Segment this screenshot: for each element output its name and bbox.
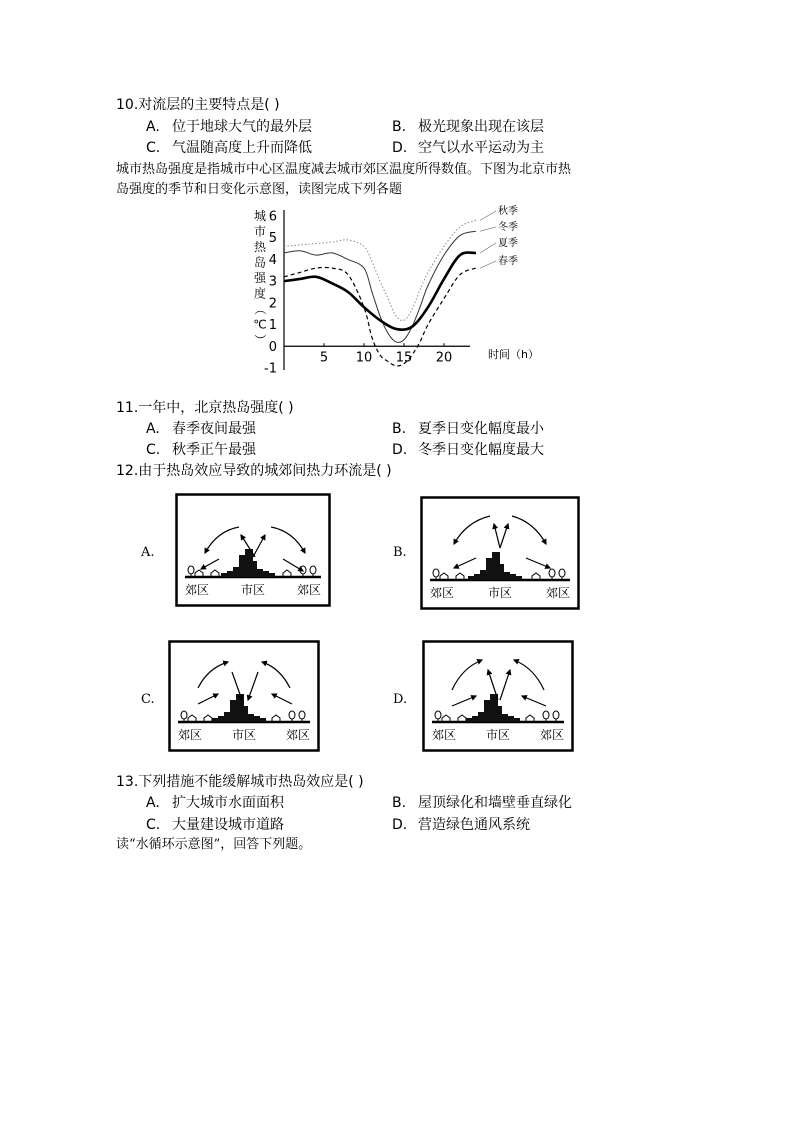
legend-leader (480, 243, 496, 253)
city-building (508, 716, 514, 722)
y-axis-label-char: ℃ (253, 317, 267, 332)
q10-stem: 10.对流层的主要特点是( ) (116, 97, 280, 113)
q11-option-c: C. 秋季正午最强 (146, 442, 256, 458)
city-building (484, 700, 490, 722)
label-suburb-left: 郊区 (177, 728, 203, 742)
city-building (236, 694, 244, 722)
label-suburb-left: 郊区 (184, 583, 210, 597)
city-building (248, 714, 254, 722)
city-building (468, 576, 474, 580)
label-city-center: 市区 (485, 728, 511, 742)
x-tick-label: 20 (435, 350, 453, 366)
city-building (478, 712, 484, 722)
q12-panel-d-letter: D. (393, 692, 408, 707)
city-building (218, 716, 224, 722)
legend-leader (480, 261, 496, 268)
q11-stem: 11.一年中，北京热岛强度( ) (116, 400, 294, 416)
y-axis-label-char: 城 (253, 209, 267, 223)
q10-option-b: B. 极光现象出现在该层 (392, 119, 544, 135)
y-axis-label-char: 热 (253, 240, 267, 254)
city-building (466, 718, 472, 722)
legend-leader (480, 227, 496, 231)
city-building (245, 549, 253, 577)
intro-line-2: 岛强度的季节和日变化示意图，读图完成下列各题 (116, 182, 403, 197)
q12-panel-c (168, 640, 320, 752)
city-building (260, 718, 266, 722)
y-tick-label: 1 (268, 318, 277, 334)
city-building (504, 572, 510, 580)
city-building (254, 716, 260, 722)
x-axis-label: 时间（h） (488, 348, 539, 361)
x-tick-label: 15 (395, 350, 413, 366)
y-axis-label-char: 市 (253, 224, 267, 239)
y-tick-label: 0 (268, 339, 277, 355)
q12-panel-b-letter: B. (393, 545, 407, 560)
city-building (510, 574, 516, 580)
intro2-line: 读“水循环示意图”，回答下列题。 (116, 837, 312, 852)
city-building (212, 718, 218, 722)
label-suburb-right: 郊区 (285, 728, 311, 742)
intro-line-1: 城市热岛强度是指城市中心区温度减去城市郊区温度所得数值。下图为北京市热 (116, 162, 572, 177)
y-axis-label-char: ） (253, 333, 267, 347)
label-suburb-right: 郊区 (296, 583, 322, 597)
label-city-center: 市区 (231, 728, 257, 742)
legend-秋季: 秋季 (498, 206, 518, 217)
heat-island-chart (240, 200, 560, 380)
q10-option-d: D. 空气以水平运动为主 (392, 140, 544, 156)
q13-option-b: B. 屋顶绿化和墙壁垂直绿化 (392, 795, 572, 811)
y-tick-label: 4 (268, 252, 277, 268)
city-building (224, 712, 230, 722)
y-axis-label-char: 强 (253, 271, 267, 285)
city-building (514, 718, 520, 722)
city-building (474, 574, 480, 580)
q13-option-c: C. 大量建设城市道路 (146, 817, 284, 833)
y-axis-label-char: 度 (253, 286, 267, 301)
y-tick-label: 2 (268, 296, 277, 312)
q13-option-a: A. 扩大城市水面面积 (146, 795, 284, 811)
city-building (472, 716, 478, 722)
x-tick-label: 10 (355, 350, 373, 366)
y-tick-label: 5 (268, 231, 277, 247)
q12-panel-a (175, 493, 331, 607)
q12-panel-d (422, 640, 574, 752)
series-line-夏季 (284, 253, 476, 330)
q10-option-c: C. 气温随高度上升而降低 (146, 140, 312, 156)
y-axis-label-char: （ (253, 302, 267, 316)
legend-leader (480, 211, 496, 220)
q13-stem: 13.下列措施不能缓解城市热岛效应是( ) (116, 774, 364, 790)
legend-冬季: 冬季 (498, 222, 518, 233)
q13-option-d: D. 营造绿色通风系统 (392, 817, 530, 833)
y-tick-label: -1 (264, 361, 277, 377)
label-city-center: 市区 (240, 583, 266, 597)
city-building (269, 573, 275, 577)
q11-option-a: A. 春季夜间最强 (146, 421, 256, 437)
city-building (502, 714, 508, 722)
q12-panel-a-letter: A. (141, 545, 155, 560)
label-suburb-left: 郊区 (429, 586, 455, 600)
label-suburb-right: 郊区 (545, 586, 571, 600)
label-suburb-left: 郊区 (431, 728, 457, 742)
label-city-center: 市区 (487, 586, 513, 600)
series-line-秋季 (284, 220, 476, 320)
city-building (516, 576, 522, 580)
series-line-冬季 (284, 231, 476, 342)
city-building (227, 571, 233, 577)
q12-panel-b (420, 496, 580, 610)
city-building (239, 555, 245, 577)
x-tick-label: 5 (319, 350, 329, 366)
legend-夏季: 夏季 (498, 238, 518, 249)
city-building (486, 558, 492, 580)
q11-option-b: B. 夏季日变化幅度最小 (392, 421, 544, 437)
y-tick-label: 6 (268, 209, 277, 225)
y-axis-label-char: 岛 (253, 255, 267, 270)
y-axis-label (253, 209, 267, 346)
q12-stem: 12.由于热岛效应导致的城郊间热力环流是( ) (116, 463, 392, 479)
city-building (233, 567, 239, 577)
legend-春季: 春季 (498, 256, 518, 267)
city-building (230, 700, 236, 722)
city-building (492, 552, 500, 580)
city-building (257, 569, 263, 577)
city-building (480, 570, 486, 580)
city-building (263, 571, 269, 577)
q12-panel-c-letter: C. (141, 692, 155, 707)
q11-option-d: D. 冬季日变化幅度最大 (392, 442, 544, 458)
city-building (221, 573, 227, 577)
label-suburb-right: 郊区 (539, 728, 565, 742)
q10-option-a: A. 位于地球大气的最外层 (146, 119, 312, 135)
y-tick-label: 3 (268, 274, 277, 290)
